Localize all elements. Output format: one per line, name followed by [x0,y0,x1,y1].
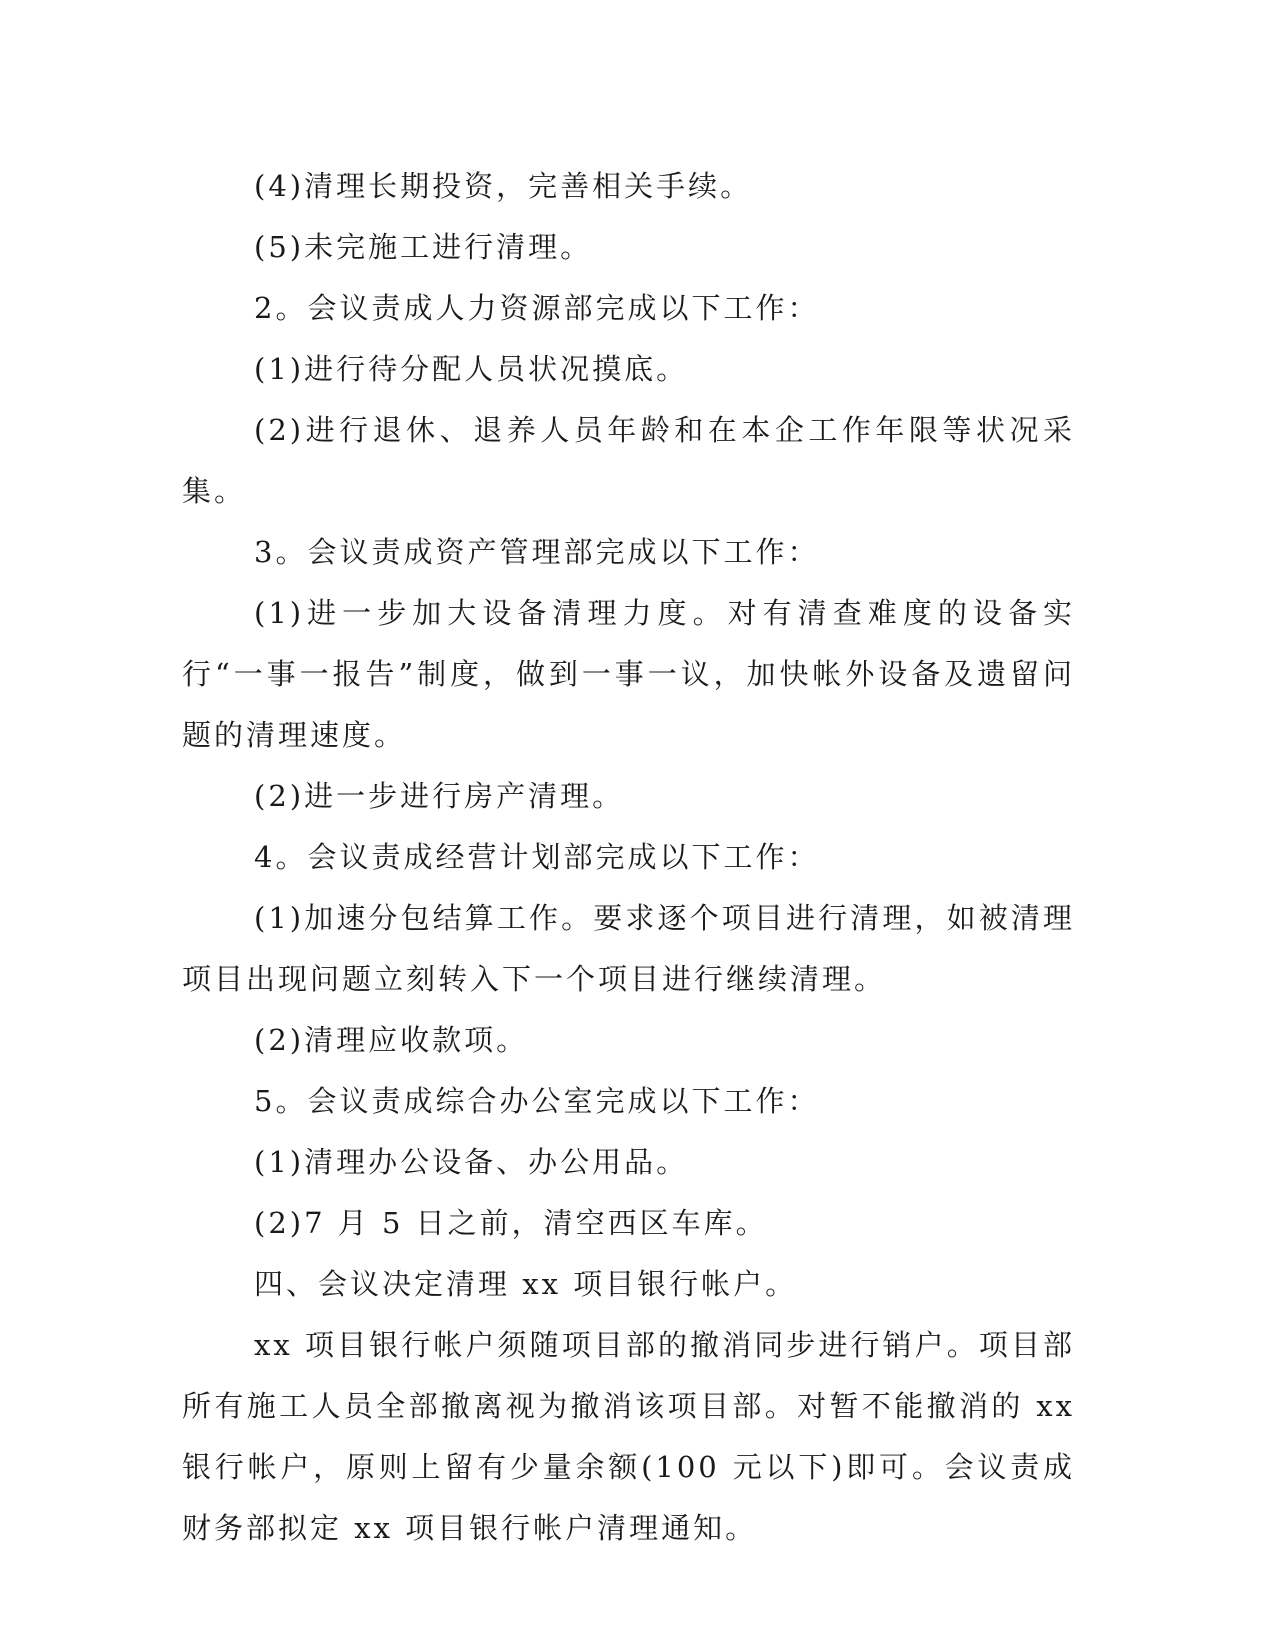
paragraph: (2)进行退休、退养人员年龄和在本企工作年限等状况采集。 [182,413,1075,508]
paragraph: (1)进一步加大设备清理力度。对有清查难度的设备实行“一事一报告”制度，做到一事一议，加快帐外设备及遗留问题的清理速度。 [182,596,1075,752]
paragraph: (2)进一步进行房产清理。 [254,779,625,813]
paragraph: (2)7 月 5 日之前，清空西区车库。 [254,1206,768,1240]
paragraph: 4。会议责成经营计划部完成以下工作： [254,840,820,874]
paragraph: 2。会议责成人力资源部完成以下工作： [254,291,820,325]
paragraph: (1)加速分包结算工作。要求逐个项目进行清理，如被清理项目出现问题立刻转入下一个项目进行继续清理。 [182,901,1075,996]
document-body [182,156,1075,1559]
paragraph: 5。会议责成综合办公室完成以下工作： [254,1084,820,1118]
paragraph: (1)清理办公设备、办公用品。 [254,1145,689,1179]
paragraph: (1)进行待分配人员状况摸底。 [254,352,689,386]
paragraph: 四、会议决定清理 xx 项目银行帐户。 [254,1267,798,1301]
paragraph: 3。会议责成资产管理部完成以下工作： [254,535,820,569]
paragraph: (5)未完施工进行清理。 [254,230,593,264]
paragraph: (2)清理应收款项。 [254,1023,529,1057]
paragraph: xx 项目银行帐户须随项目部的撤消同步进行销户。项目部所有施工人员全部撤离视为撤消该项目部。对暂不能撤消的 xx 银行帐户，原则上留有少量余额(100 元以下)即可。会议责成财务部拟定 xx 项目银行帐户清理通知。 [182,1328,1075,1545]
paragraph: (4)清理长期投资，完善相关手续。 [254,169,753,203]
